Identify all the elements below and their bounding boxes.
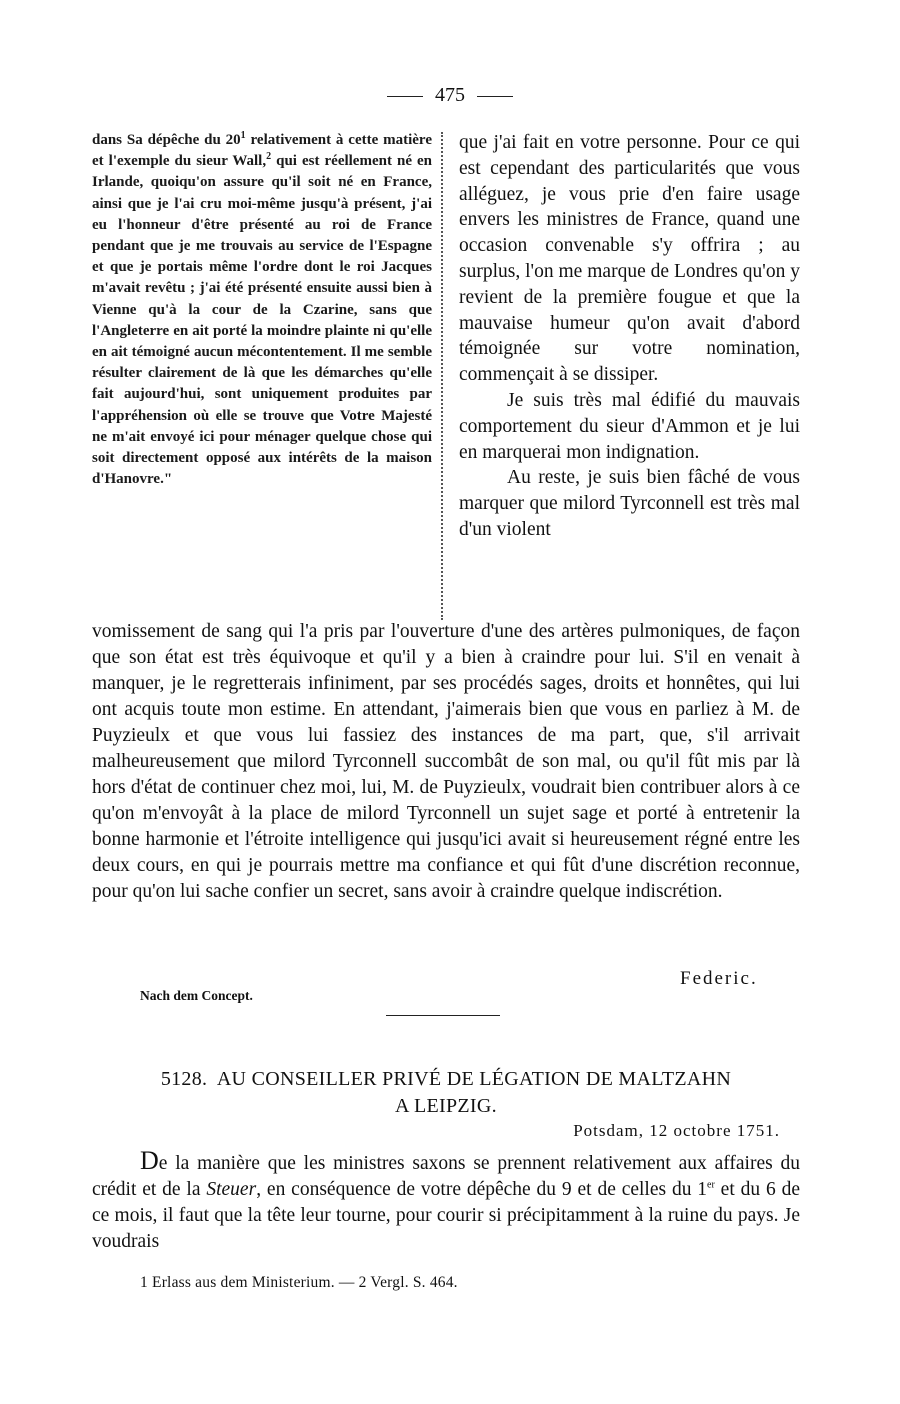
footnote-1-marker: 1	[140, 1274, 148, 1291]
section-separator	[386, 1015, 500, 1016]
letter-body-part2: , en conséquence de votre dépêche du 9 et de celles du 1	[256, 1179, 708, 1200]
reply-paragraph-1: que j'ai fait en votre personne. Pour ce qui est cependant des particularités que vous alléguez, je vous prie d'en faire usage envers les ministres de France, quand une occasion convenable s'y offrira ; au surplus, l'on me marque de Londres qu'on y revient de la première fougue et que la mauvaise humeur qu'on avait d'abord témoignée sur votre nomination, commençait à se dissiper.	[459, 132, 800, 386]
letter-heading-line1	[92, 1066, 800, 1093]
letter-heading-line2: A LEIPZIG.	[395, 1095, 497, 1117]
letter-body-superscript: er	[707, 1179, 715, 1191]
page-number-text: 475	[435, 84, 465, 106]
column-divider	[441, 132, 443, 620]
quote-text-part3: qui est réellement né en Irlande, quoiqu'on assure qu'il soit né en France, ainsi que je l'ai cru moi-même jusqu'à présent, j'ai eu l'honneur d'être présenté au roi de France pendant que je me trouvais au service de l'Espagne et que je portais même l'ordre dont le roi Jacques m'avait revêtu ; j'ai été présenté ensuite aussi bien à Vienne qu'à la cour de la Czarine, sans que l'Angleterre en ait porté la moindre plainte ni qu'elle en ait témoigné aucun mécontentement. Il me semble résulter clairement de là que les démarches qu'elle fait aujourd'hui, sont uniquement produites par l'appréhension où elle se trouve que Votre Majesté ne m'ait envoyé ici pour ménager quelque chose qui soit directement opposé aux intérêts de la maison d'Hanovre."	[92, 153, 432, 488]
page-number-dash-left	[387, 96, 423, 97]
page-number-dash-right	[477, 96, 513, 97]
letter-body-italic: Steuer	[206, 1179, 257, 1200]
letter-heading	[92, 1066, 800, 1120]
footnote-2-text: Vergl. S. 464.	[366, 1274, 458, 1291]
footnote-ref-2: 2	[266, 151, 272, 163]
dropcap: D	[140, 1146, 159, 1175]
letter-body-paragraph	[92, 1148, 800, 1255]
letter-dateline: Potsdam, 12 octobre 1751.	[573, 1121, 780, 1140]
quoted-dispatch-column	[92, 130, 432, 490]
reply-continuation-text: vomissement de sang qui l'a pris par l'ouverture d'une des artères pulmoniques, de façon que son état est très équivoque et qu'il y a bien à craindre pour lui. S'il en venait à manquer, je le regretterais infiniment, par ses procédés sages, droits et honnêtes, qui lui ont acquis toute mon estime. En attendant, j'aimerais bien que vous en parliez à M. de Puyzieulx et que vous lui fassiez des instances de ma part, que, s'il arrivait malheureusement que milord Tyrconnell succombât de son mal, ou qu'il fût mis par là hors d'état de continuer chez moi, lui, M. de Puyzieulx, voudrait bien contribuer alors à ce qu'on m'envoyât à la place de milord Tyrconnell un sujet sage et porté à entretenir la bonne harmonie et l'étroite intelligence qui jusqu'ici avait si heureusement régné entre les deux cours, en qui je pourrais mettre ma confiance et qui fût d'une discrétion reconnue, pour qu'on lui sache confier un secret, sans avoir à craindre quelque indiscrétion.	[92, 621, 800, 902]
footnote-1-text: Erlass aus dem Ministerium. —	[147, 1274, 359, 1291]
source-note: Nach dem Concept.	[140, 988, 253, 1003]
letter-body-part1: e la manière que les ministres saxons se prennent relativement aux affaires du crédit et de la	[92, 1153, 800, 1200]
quote-text-part1: dans Sa dépêche du 20	[92, 132, 241, 148]
signature: Federic.	[680, 968, 758, 989]
letter-body	[92, 1148, 800, 1255]
reply-paragraph-3: Au reste, je suis bien fâché de vous marquer que milord Tyrconnell est très mal d'un violent	[459, 467, 800, 540]
reply-column	[459, 130, 800, 543]
letter-body-part3: et du 6 de ce mois, il faut que la tête leur tourne, pour courir si précipitamment à la ruine du pays. Je voudrais	[92, 1179, 800, 1252]
quoted-dispatch-text	[92, 130, 432, 490]
page-number	[0, 84, 900, 107]
letter-addressee: AU CONSEILLER PRIVÉ DE LÉGATION DE MALTZAHN	[216, 1068, 732, 1090]
reply-continuation	[92, 619, 800, 905]
letter-number: 5128.	[160, 1068, 208, 1090]
footnote-2-marker: 2	[358, 1274, 367, 1291]
reply-paragraph-2: Je suis très mal édifié du mauvais comportement du sieur d'Ammon et je lui en marquerai mon indignation.	[459, 389, 800, 463]
quote-text-part2: relativement à cette matière et l'exemple du sieur Wall,	[92, 132, 432, 170]
footnote-ref-1: 1	[240, 130, 246, 141]
footnotes	[140, 1274, 458, 1292]
